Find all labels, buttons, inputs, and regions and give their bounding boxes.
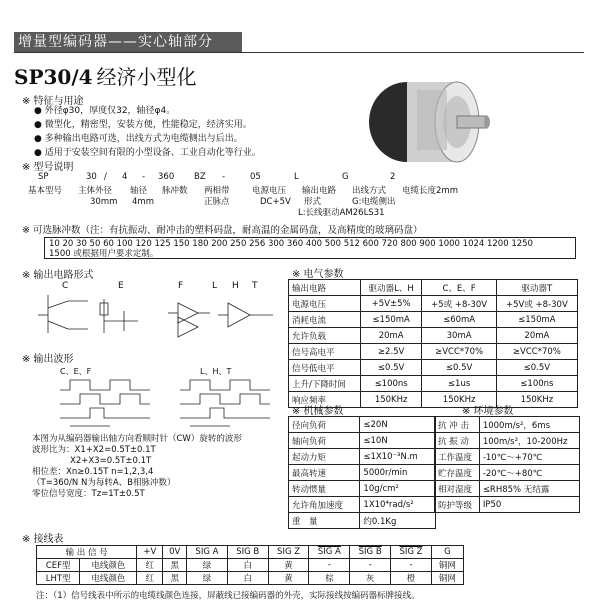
feature-item: ● 多种输出电路可选，出线方式为电缆侧出与后出。 [34, 134, 243, 144]
mechanical-row-cell: 1X10⁴rad/s² [360, 497, 436, 513]
electrical-row-cell: 150KHz [422, 392, 496, 408]
electrical-row-cell: ≤60mA [422, 312, 496, 328]
pulse-options-box [44, 237, 576, 259]
electrical-row-cell: 驱动器L、H [360, 280, 422, 296]
electrical-row-cell: ≤0.5V [422, 360, 496, 376]
wiring-header-cell: SIG B [227, 546, 268, 559]
wiring-row-cell: - [309, 559, 350, 572]
environment-row [435, 465, 580, 481]
environment-row [435, 481, 580, 497]
electrical-row [289, 360, 578, 376]
electrical-row-cell: 消耗电流 [289, 312, 361, 328]
mechanical-row-cell: 5000r/min [360, 465, 436, 481]
environment-row-cell: 相对湿度 [435, 481, 480, 497]
feature-item: ● 外径φ30，厚度仅32，轴径φ4。 [34, 106, 176, 116]
features-list [34, 104, 261, 160]
electrical-row-cell: ≥VCC*70% [496, 344, 577, 360]
mechanical-row-cell: 允许角加速度 [289, 497, 360, 513]
electrical-row-cell: 150KHz [360, 392, 422, 408]
electrical-row [289, 328, 578, 344]
environment-row [435, 417, 580, 433]
wiring-row-cell: 铜网 [431, 559, 463, 572]
mechanical-row-cell: 轴向负荷 [289, 433, 360, 449]
divider [14, 52, 584, 53]
environment-row-cell: 工作温度 [435, 449, 480, 465]
waveform-label-lht: L、H、T [200, 367, 232, 376]
wiring-row-cell: 红 [137, 572, 163, 585]
wiring-row-cell: CEF型 [37, 559, 80, 572]
mechanical-row-cell: 约0.1Kg [360, 513, 436, 529]
mechanical-row-cell: 径向负荷 [289, 417, 360, 433]
electrical-row-cell: 输出电路 [289, 280, 361, 296]
wiring-row-cell: 白 [227, 559, 268, 572]
wiring-row-cell: 棕 [309, 572, 350, 585]
mechanical-row [289, 449, 436, 465]
electrical-row-cell: 20mA [496, 328, 577, 344]
waveform-label-cef: C、E、F [60, 367, 92, 376]
electrical-row-cell: 允许负载 [289, 328, 361, 344]
waveform-diagram [60, 378, 280, 430]
encoder-product-image [355, 72, 495, 172]
wiring-row-cell: 黑 [163, 559, 187, 572]
footnote: 注：（1）信号线表中所示的电缆线颜色连接，屏蔽线已接编码器的外壳，实际接线按编码器标牌接线。 [36, 591, 420, 601]
electrical-row-cell: +5V±5% [360, 296, 422, 312]
wiring-header-cell: SIG B [350, 546, 391, 559]
mechanical-row [289, 465, 436, 481]
environment-row-cell: 抗 振 动 [435, 433, 480, 449]
mechanical-row-cell: 重 量 [289, 513, 360, 529]
wiring-row [37, 559, 464, 572]
model-name: SP30/4 [14, 65, 93, 89]
wiring-row-cell: 电线颜色 [80, 559, 137, 572]
electrical-row-cell: +5或 +8-30V [422, 296, 496, 312]
model-code-heading: ※ 型号说明 [22, 162, 74, 173]
wiring-header-cell: +V [137, 546, 163, 559]
wiring-row-cell: 绿 [187, 559, 228, 572]
environment-row-cell: 1000m/s²，6ms [479, 417, 579, 433]
environment-row-cell: 防护等级 [435, 497, 480, 513]
electrical-row-cell: ≥2.5V [360, 344, 422, 360]
environment-row-cell: -10℃～+70℃ [479, 449, 579, 465]
environment-row-cell: 100m/s²，10-200Hz [479, 433, 579, 449]
mechanical-row-cell: ≤20N [360, 417, 436, 433]
features-heading: ※ 特征与用途 [22, 96, 84, 107]
environment-row [435, 449, 580, 465]
electrical-row-cell: 20mA [360, 328, 422, 344]
wiring-row-cell: 铜网 [431, 572, 463, 585]
electrical-row-cell: ≤1us [422, 376, 496, 392]
electrical-row-cell: +5V或 +8-30V [496, 296, 577, 312]
wiring-row [37, 572, 464, 585]
electrical-row [289, 312, 578, 328]
wiring-row-cell: 红 [137, 559, 163, 572]
wiring-row-cell: 电线颜色 [80, 572, 137, 585]
electrical-row-cell: C、E、F [422, 280, 496, 296]
electrical-row-cell: ≥VCC*70% [422, 344, 496, 360]
waveform-heading: ※ 输出波形 [22, 354, 74, 365]
mechanical-row [289, 433, 436, 449]
electrical-row-cell: 上升/下降时间 [289, 376, 361, 392]
electrical-row [289, 280, 578, 296]
electrical-table [288, 279, 578, 408]
wiring-table [36, 545, 464, 585]
wiring-header-cell: SIG Z [268, 546, 309, 559]
electrical-row-cell: 信号高电平 [289, 344, 361, 360]
wiring-row-cell: 白 [227, 572, 268, 585]
electrical-row-cell: ≤100ns [496, 376, 577, 392]
electrical-row-cell: ≤100ns [360, 376, 422, 392]
mechanical-row-cell: ≤1X10⁻³N.m [360, 449, 436, 465]
wiring-header-cell: G [431, 546, 463, 559]
pulse-list-note: 1500 或根据用户要求定制。 [49, 249, 159, 259]
wiring-header-cell: SIG A [309, 546, 350, 559]
electrical-row-cell: 电源电压 [289, 296, 361, 312]
page-title [14, 61, 197, 90]
mechanical-row [289, 417, 436, 433]
waveform-description: 本图为从编码器输出轴方向看顺时针（CW）旋转的波形 波形比为：X1+X2=0.5T±0.1T X2+X3=0.5T±0.1T 相位差：Xn≥0.15T n=1,2,3,4 （T=360/N N为每转A、B相脉冲数） 零位信号宽度：Tz=1T±0.5T [32, 434, 242, 499]
wiring-row-cell: 黄 [268, 559, 309, 572]
output-circuit-diagrams: C E F L H T [28, 281, 278, 341]
wiring-row-cell: - [391, 559, 432, 572]
environment-row-cell: -20℃～+80℃ [479, 465, 579, 481]
mechanical-heading: ※ 机械参数 [292, 406, 344, 417]
mechanical-row-cell: 转动惯量 [289, 481, 360, 497]
environment-heading: ※ 环境参数 [462, 406, 514, 417]
mechanical-row-cell: ≤10N [360, 433, 436, 449]
circuit-schematic [28, 293, 278, 339]
pulse-list: 10 20 30 50 60 100 120 125 150 180 200 250 256 300 360 400 500 512 600 720 800 900 1000 1024 1200 1250 [49, 239, 533, 249]
wiring-row-cell: LHT型 [37, 572, 80, 585]
environment-row [435, 497, 580, 513]
wiring-header-cell: 0V [163, 546, 187, 559]
wiring-row-cell: 黄 [268, 572, 309, 585]
wiring-row-cell: 绿 [187, 572, 228, 585]
wiring-row-cell: - [350, 559, 391, 572]
feature-item: ● 微型化，精密型，安装方便，性能稳定，经济实用。 [34, 120, 252, 130]
electrical-row-cell: ≤0.5V [496, 360, 577, 376]
mechanical-row [289, 497, 436, 513]
electrical-row-cell: 30mA [422, 328, 496, 344]
electrical-row-cell: 信号低电平 [289, 360, 361, 376]
environment-row-cell: IP50 [479, 497, 579, 513]
wiring-row-cell: 黑 [163, 572, 187, 585]
environment-row [435, 433, 580, 449]
mechanical-row [289, 481, 436, 497]
wiring-header-cell: SIG A [187, 546, 228, 559]
electrical-row-cell: ≤150mA [496, 312, 577, 328]
model-code: SP 30 / 4 - 360 BZ - 05 L G 2 [38, 172, 396, 182]
environment-row-cell: 抗 冲 击 [435, 417, 480, 433]
wiring-row-cell: 灰 [350, 572, 391, 585]
wiring-header-cell: 输 出 信 号 [37, 546, 137, 559]
pulses-heading: ※ 可选脉冲数（注：有抗振动、耐冲击的塑料码盘，耐高温的金属码盘，及高精度的玻璃码盘） [22, 225, 423, 236]
environment-row-cell: 贮存温度 [435, 465, 480, 481]
mechanical-table [288, 416, 436, 529]
feature-item: ● 适用于安装空间有限的小型设备、工业自动化等行业。 [34, 148, 261, 158]
electrical-row [289, 376, 578, 392]
electrical-row-cell: 响应频率 [289, 392, 361, 408]
mechanical-row-cell: 起动力矩 [289, 449, 360, 465]
electrical-heading: ※ 电气参数 [292, 269, 344, 280]
electrical-row-cell: 150KHz [496, 392, 577, 408]
electrical-row [289, 344, 578, 360]
electrical-row [289, 296, 578, 312]
electrical-row-cell: ≤150mA [360, 312, 422, 328]
section-banner: 增量型编码器——实心轴部分 [14, 32, 242, 52]
wiring-heading: ※ 接线表 [22, 534, 64, 545]
mechanical-row-cell: 10g/cm² [360, 481, 436, 497]
wiring-row-cell: 橙 [391, 572, 432, 585]
environment-row-cell: ≤RH85% 无结露 [479, 481, 579, 497]
model-subtitle: 经济小型化 [96, 65, 197, 89]
environment-table [434, 416, 580, 513]
electrical-row-cell: ≤0.5V [360, 360, 422, 376]
output-circuit-heading: ※ 输出电路形式 [22, 270, 94, 281]
wiring-header-row [37, 546, 464, 559]
electrical-row-cell: 驱动器T [496, 280, 577, 296]
mechanical-row [289, 513, 436, 529]
mechanical-row-cell: 最高转速 [289, 465, 360, 481]
model-code-labels: 基本型号 主体外径 轴径 脉冲数 两相带 电源电压 输出电路 出线方式 电缆长度2mm 30mm 4mm 正脉点 DC+5V 形式 G:电缆侧出 L:长线驱动AM26LS31 [28, 186, 458, 218]
wiring-header-cell: SIG Z [391, 546, 432, 559]
